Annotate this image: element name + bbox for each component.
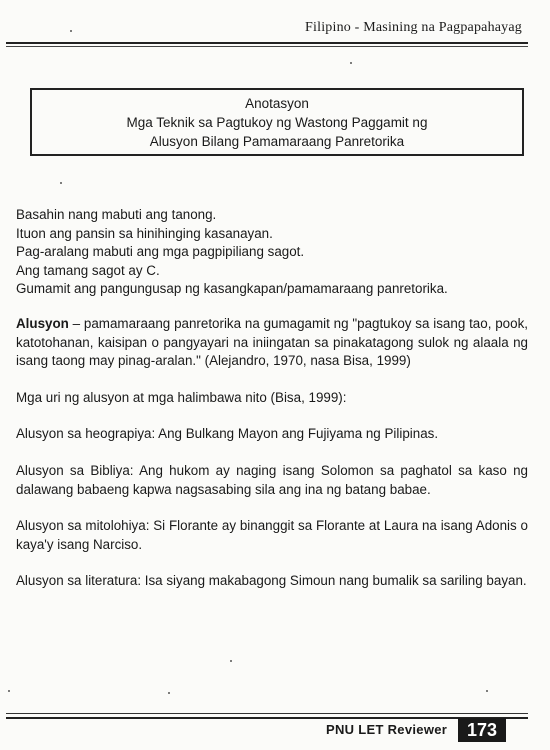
example-bible: Alusyon sa Bibliya: Ang hukom ay naging isang Solomon sa paghatol sa kaso ng dalawang babaeng kapwa nagsasabing sila ang ina ng batang babae. xyxy=(16,462,528,497)
definition-paragraph xyxy=(16,315,528,371)
instruction-line: Ang tamang sagot ay C. xyxy=(16,262,160,278)
example-mythology: Alusyon sa mitolohiya: Si Florante ay binanggit sa Florante at Laura na isang Adonis o kaya'y isang Narciso. xyxy=(16,518,528,552)
scan-speck xyxy=(60,182,62,184)
title-box xyxy=(30,88,524,156)
scan-speck xyxy=(168,692,170,694)
instruction-line: Pag-aralang mabuti ang mga pagpipiliang sagot. xyxy=(16,244,305,260)
scan-speck xyxy=(8,690,10,692)
scan-speck xyxy=(486,690,488,692)
definition-text: – pamamaraang panretorika na gumagamit ng "pagtukoy sa isang tao, pook, katotohanan, kaisipan o pangyayari na iniingatan sa pinakatagong sulok ng alaala ng isang taong may pinag-aralan." (Alejandro, 1970, nasa Bisa, 1999) xyxy=(16,315,528,369)
instruction-line: Gumamit ang pangungusap ng kasangkapan/pamamaraang panretorika. xyxy=(16,281,448,297)
title-line-2: Mga Teknik sa Pagtukoy ng Wastong Paggamit ng xyxy=(126,115,428,130)
definition-term: Alusyon xyxy=(16,315,69,331)
content xyxy=(16,206,528,591)
instruction-line: Basahin nang mabuti ang tanong. xyxy=(16,207,217,222)
header-rule-thick xyxy=(6,42,528,44)
footer-rule-thin xyxy=(6,713,528,714)
instruction-line: Ituon ang pansin sa hinihinging kasanayan. xyxy=(16,225,273,241)
title-line-1: Anotasyon xyxy=(245,96,309,111)
title-line-3: Alusyon Bilang Pamamaraang Panretorika xyxy=(149,134,405,149)
scan-speck xyxy=(350,62,352,64)
instructions-list xyxy=(16,206,528,299)
footer-rule-thick xyxy=(6,717,528,719)
header-rule-thin xyxy=(6,46,528,47)
footer-label: PNU LET Reviewer xyxy=(326,722,448,737)
page-number-badge: 173 xyxy=(458,718,506,742)
example-geography: Alusyon sa heograpiya: Ang Bulkang Mayon ang Fujiyama ng Pilipinas. xyxy=(16,426,439,442)
scan-speck xyxy=(230,660,232,662)
types-intro: Mga uri ng alusyon at mga halimbawa nito (Bisa, 1999): xyxy=(16,389,347,405)
example-literature: Alusyon sa literatura: Isa siyang makabagong Simoun nang bumalik sa sariling bayan. xyxy=(16,573,527,589)
book-title: Filipino - Masining na Pagpapahayag xyxy=(305,20,522,35)
scan-speck xyxy=(70,30,72,32)
